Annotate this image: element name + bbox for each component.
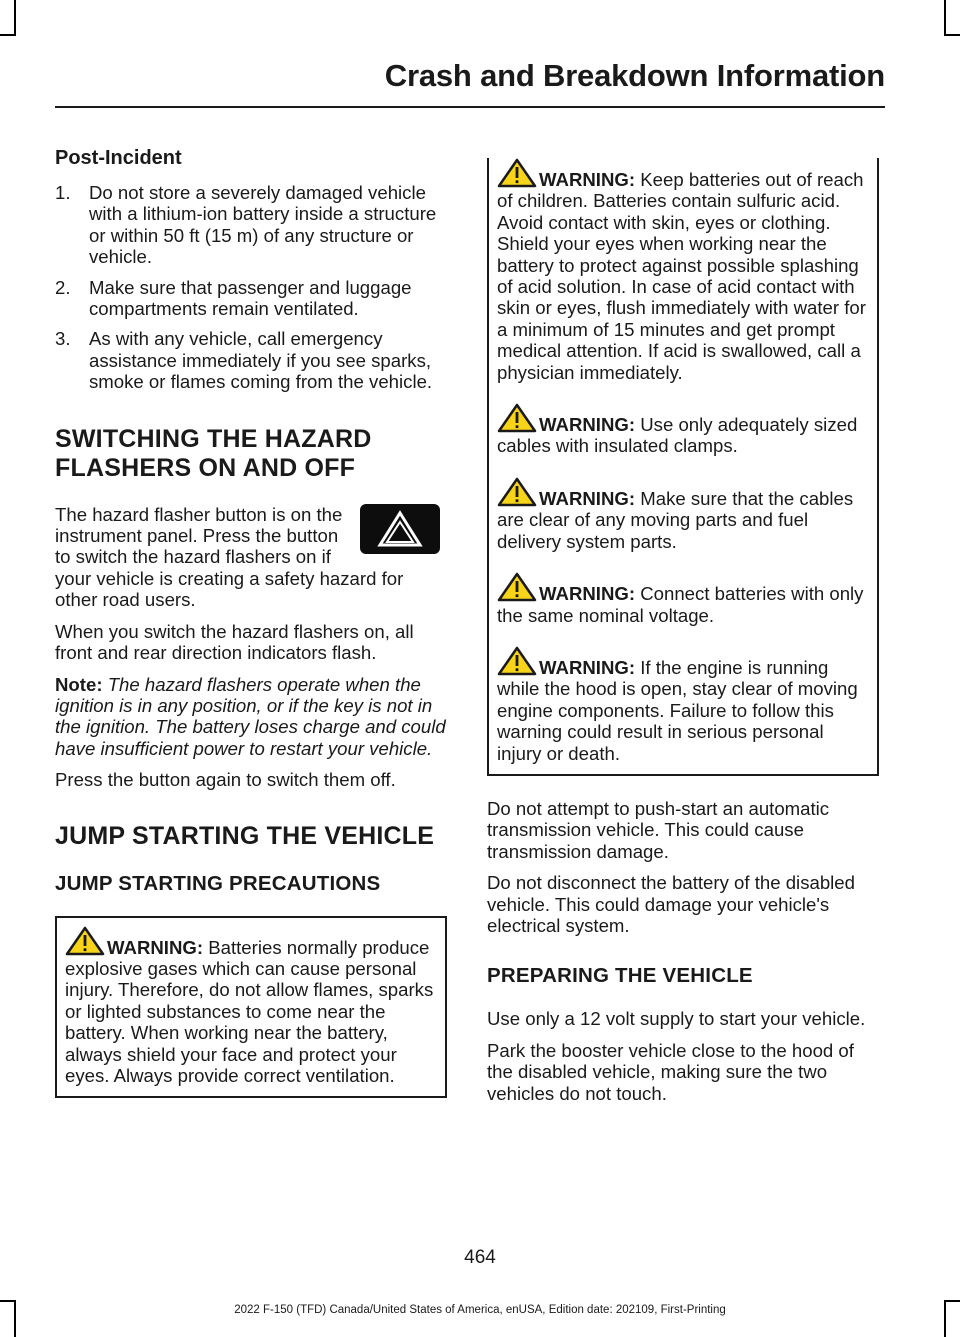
crop-mark [944, 34, 960, 36]
crop-mark [14, 0, 16, 34]
hazard-paragraph-3: Press the button again to switch them off. [55, 769, 396, 791]
note-label: Note: [55, 673, 103, 695]
hazard-heading-line2: FLASHERS ON AND OFF [55, 453, 356, 482]
crop-mark [944, 1300, 960, 1302]
warning-triangle-icon [65, 926, 105, 956]
page-number: 464 [464, 1247, 496, 1268]
warning-label: WARNING: [539, 169, 636, 190]
list-item [55, 182, 447, 268]
hazard-heading-line1: SWITCHING THE HAZARD [55, 424, 372, 453]
jump-start-heading: JUMP STARTING THE VEHICLE [55, 821, 435, 850]
disconnect-paragraph: Do not disconnect the battery of the disabled vehicle. This could damage your vehicle's electrical system. [487, 872, 855, 936]
warning-text: Keep batteries out of reach of children. Batteries contain sulfuric acid. Avoid contact with skin, eyes or clothing. Shield your eyes when working near the battery to protect against possible splashing of acid solution. In case of acid contact with skin or eyes, flush immediately with water for a minimum of 15 minutes and get prompt medical attention. If acid is swallowed, call a physician immediately. [497, 169, 866, 383]
list-item-text: Do not store a severely damaged vehicle with a lithium-ion battery inside a structure or within 50 ft (15 m) of any structure or vehicle. [89, 182, 437, 268]
warning-text: If the engine is running while the hood is open, stay clear of moving engine components. Failure to follow this warning could result in serious personal injury or death. [497, 656, 858, 764]
crop-mark [944, 0, 946, 34]
warning-item [497, 403, 869, 457]
hazard-section [55, 504, 447, 791]
list-item-number: 2. [55, 276, 71, 298]
right-column [487, 148, 879, 1114]
preparing-heading: PREPARING THE VEHICLE [487, 964, 753, 988]
warning-label: WARNING: [539, 583, 636, 605]
warning-triangle-icon [497, 646, 537, 676]
warning-triangle-icon [497, 403, 537, 433]
list-item-number: 1. [55, 182, 71, 203]
warning-text: Batteries normally produce explosive gases which can cause personal injury. Therefore, do not allow flames, sparks or lighted substances to come near the battery. When working near the battery, always shield your face and protect your eyes. Always provide correct ventilation. [65, 936, 434, 1086]
list-item [55, 277, 447, 320]
post-incident-list [55, 182, 447, 393]
note-text: The hazard flashers operate when the ignition is in any position, or if the key is not in the ignition. The battery loses charge and could have insufficient power to restart your vehicle. [55, 673, 446, 759]
hazard-note [55, 674, 447, 760]
page-header-title: Crash and Breakdown Information [384, 58, 885, 93]
footer-text: 2022 F-150 (TFD) Canada/United States of America, enUSA, Edition date: 202109, First-Printing [234, 1304, 726, 1316]
warning-label: WARNING: [539, 487, 636, 509]
warning-item [497, 572, 869, 626]
list-item-text: As with any vehicle, call emergency assistance immediately if you see sparks, smoke or flames coming from the vehicle. [89, 328, 433, 393]
list-item-text: Make sure that passenger and luggage compartments remain ventilated. [89, 276, 412, 320]
hazard-paragraph-2: When you switch the hazard flashers on, all front and rear direction indicators flash. [55, 620, 414, 664]
jump-precautions-heading: JUMP STARTING PRECAUTIONS [55, 871, 381, 895]
warning-text: Make sure that the cables are clear of any moving parts and fuel delivery system parts. [497, 487, 854, 552]
warning-item [497, 158, 869, 383]
warning-triangle-icon [497, 477, 537, 507]
post-incident-heading: Post-Incident [55, 147, 182, 169]
left-column [55, 145, 447, 1098]
warning-item [65, 926, 437, 1087]
preparing-paragraph-1: Use only a 12 volt supply to start your vehicle. [487, 1008, 866, 1030]
push-start-paragraph: Do not attempt to push-start an automatic transmission vehicle. This could cause transmission damage. [487, 797, 830, 862]
warning-item [497, 646, 869, 764]
crop-mark [0, 34, 16, 36]
warning-label: WARNING: [539, 414, 636, 436]
header-rule [55, 106, 885, 108]
list-item-number: 3. [55, 328, 71, 350]
hazard-paragraph-1: The hazard flasher button is on the instrument panel. Press the button to switch the hazard flashers on if your vehicle is creating a safety hazard for other road users. [55, 503, 404, 611]
warning-item [497, 477, 869, 552]
warning-triangle-icon [497, 572, 537, 602]
list-item [55, 328, 447, 392]
warning-triangle-icon [497, 158, 537, 188]
warning-text: Use only adequately sized cables with insulated clamps. [497, 414, 858, 457]
warning-box [487, 158, 879, 776]
warning-label: WARNING: [539, 656, 636, 678]
preparing-paragraph-2: Park the booster vehicle close to the hood of the disabled vehicle, making sure the two vehicles do not touch. [487, 1039, 854, 1104]
warning-text: Connect batteries with only the same nominal voltage. [497, 583, 864, 626]
crop-mark [0, 1300, 16, 1302]
warning-box [55, 916, 447, 1099]
hazard-triangle-icon [360, 504, 440, 554]
warning-label: WARNING: [107, 936, 204, 958]
